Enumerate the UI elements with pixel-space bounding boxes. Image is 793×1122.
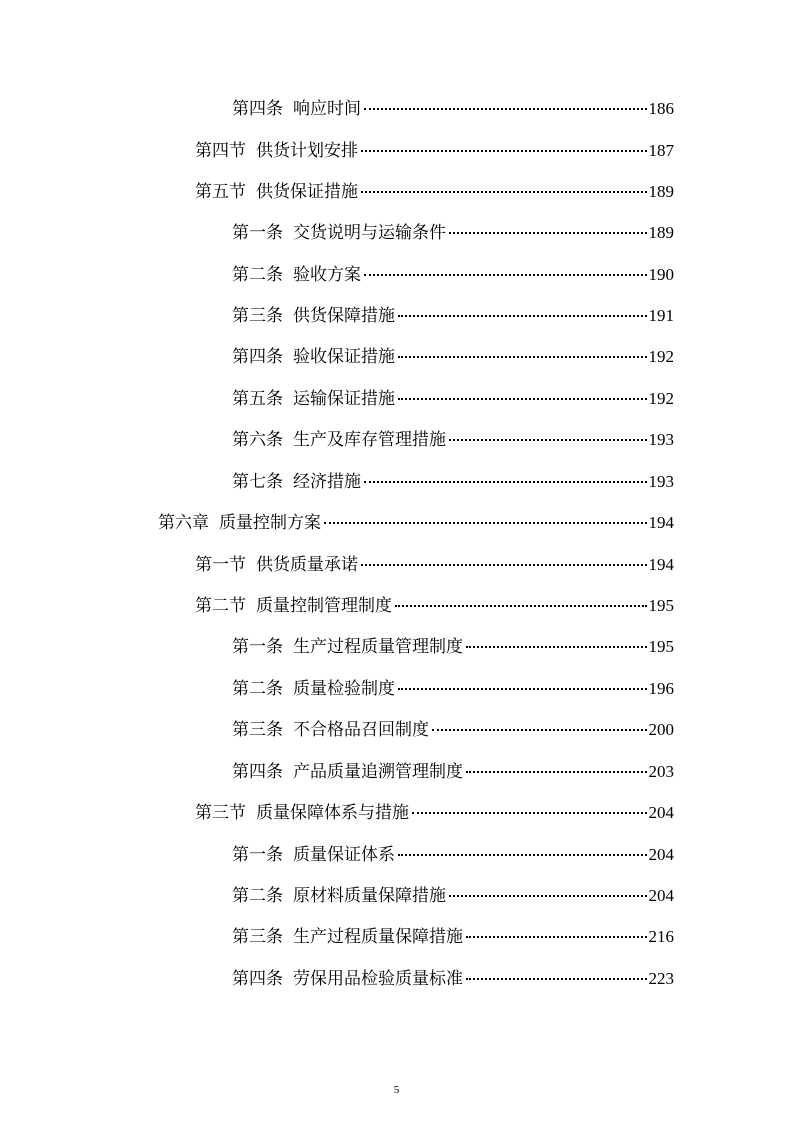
toc-entry-page: 193 — [648, 472, 674, 491]
dot-leader — [398, 854, 647, 856]
toc-entry-number: 第二条 — [232, 886, 283, 906]
toc-entry-page: 192 — [648, 389, 674, 408]
toc-entry-page: 194 — [648, 513, 674, 532]
toc-entry-title: 交货说明与运输条件 — [293, 223, 446, 243]
toc-entry-number: 第二节 — [195, 596, 246, 616]
toc-entry-number: 第一条 — [232, 637, 283, 657]
toc-entry-title: 质量控制管理制度 — [256, 596, 392, 616]
toc-entry-number: 第四条 — [232, 99, 283, 119]
toc-entry[interactable] — [195, 136, 674, 166]
toc-entry[interactable] — [158, 508, 674, 538]
toc-entry-page: 191 — [648, 306, 674, 325]
dot-leader — [466, 978, 647, 980]
toc-entry[interactable] — [232, 964, 674, 994]
toc-entry-title: 生产过程质量保障措施 — [293, 927, 463, 947]
toc-entry-page: 186 — [648, 99, 674, 118]
toc-entry-page: 193 — [648, 430, 674, 449]
toc-entry[interactable] — [232, 840, 674, 870]
toc-entry-page: 192 — [648, 347, 674, 366]
dot-leader — [432, 729, 647, 731]
dot-leader — [361, 191, 647, 193]
page-number: 5 — [393, 1084, 400, 1096]
toc-entry-title: 经济措施 — [293, 472, 361, 492]
dot-leader — [364, 274, 647, 276]
toc-entry-page: 190 — [648, 265, 674, 284]
toc-entry-number: 第六章 — [158, 513, 209, 533]
toc-entry[interactable] — [232, 715, 674, 745]
dot-leader — [449, 439, 647, 441]
toc-entry[interactable] — [232, 881, 674, 911]
toc-entry-title: 原材料质量保障措施 — [293, 886, 446, 906]
toc-entry-number: 第四节 — [195, 141, 246, 161]
toc-entry-number: 第六条 — [232, 430, 283, 450]
toc-entry[interactable] — [232, 218, 674, 248]
toc-entry-page: 187 — [648, 141, 674, 160]
toc-entry-number: 第一条 — [232, 845, 283, 865]
toc-entry-number: 第二条 — [232, 265, 283, 285]
dot-leader — [449, 895, 647, 897]
toc-entry[interactable] — [232, 467, 674, 497]
dot-leader — [361, 150, 647, 152]
toc-entry-number: 第五条 — [232, 389, 283, 409]
dot-leader — [398, 356, 647, 358]
dot-leader — [466, 771, 647, 773]
toc-entry[interactable] — [232, 922, 674, 952]
toc-entry-title: 运输保证措施 — [293, 389, 395, 409]
toc-entry-number: 第七条 — [232, 472, 283, 492]
toc-entry[interactable] — [232, 632, 674, 662]
toc-entry-page: 216 — [648, 927, 674, 946]
toc-entry-page: 194 — [648, 555, 674, 574]
toc-entry-title: 质量控制方案 — [219, 513, 321, 533]
toc-entry-title: 劳保用品检验质量标准 — [293, 969, 463, 989]
toc-entry-number: 第一条 — [232, 223, 283, 243]
toc-entry-number: 第二条 — [232, 679, 283, 699]
toc-entry[interactable] — [232, 425, 674, 455]
toc-entry[interactable] — [232, 301, 674, 331]
dot-leader — [398, 315, 647, 317]
toc-entry[interactable] — [195, 550, 674, 580]
toc-entry-page: 196 — [648, 679, 674, 698]
dot-leader — [395, 605, 647, 607]
toc-entry-title: 质量检验制度 — [293, 679, 395, 699]
toc-entry-number: 第五节 — [195, 182, 246, 202]
toc-entry-title: 供货保障措施 — [293, 306, 395, 326]
toc-entry-page: 204 — [648, 886, 674, 905]
toc-entry-title: 质量保证体系 — [293, 845, 395, 865]
dot-leader — [466, 646, 647, 648]
toc-entry-number: 第三条 — [232, 720, 283, 740]
toc-entry-page: 189 — [648, 182, 674, 201]
toc-entry-page: 204 — [648, 803, 674, 822]
dot-leader — [364, 481, 647, 483]
toc-entry-page: 195 — [648, 637, 674, 656]
toc-entry-title: 供货质量承诺 — [256, 555, 358, 575]
toc-entry-page: 195 — [648, 596, 674, 615]
toc-entry-title: 生产过程质量管理制度 — [293, 637, 463, 657]
toc-entry-page: 189 — [648, 223, 674, 242]
toc-entry-title: 供货保证措施 — [256, 182, 358, 202]
toc-entry[interactable] — [232, 94, 674, 124]
dot-leader — [398, 398, 647, 400]
dot-leader — [466, 936, 647, 938]
toc-entry-page: 223 — [648, 969, 674, 988]
toc-entry[interactable] — [232, 384, 674, 414]
toc-entry-page: 200 — [648, 720, 674, 739]
toc-entry-number: 第四条 — [232, 969, 283, 989]
dot-leader — [361, 564, 647, 566]
toc-entry[interactable] — [232, 674, 674, 704]
dot-leader — [398, 688, 647, 690]
toc-entry-title: 不合格品召回制度 — [293, 720, 429, 740]
toc-entry-page: 203 — [648, 762, 674, 781]
toc-entry-number: 第四条 — [232, 347, 283, 367]
toc-entry-number: 第一节 — [195, 555, 246, 575]
toc-entry[interactable] — [232, 260, 674, 290]
toc-entry-title: 供货计划安排 — [256, 141, 358, 161]
dot-leader — [324, 522, 647, 524]
dot-leader — [412, 812, 647, 814]
toc-entry-title: 质量保障体系与措施 — [256, 803, 409, 823]
toc-entry-number: 第四条 — [232, 762, 283, 782]
toc-entry-page: 204 — [648, 845, 674, 864]
dot-leader — [449, 232, 647, 234]
toc-entry-number: 第三条 — [232, 306, 283, 326]
toc-entry-title: 产品质量追溯管理制度 — [293, 762, 463, 782]
toc-entry-title: 生产及库存管理措施 — [293, 430, 446, 450]
toc-entry-number: 第三节 — [195, 803, 246, 823]
toc-entry-title: 验收保证措施 — [293, 347, 395, 367]
toc-entry[interactable] — [195, 591, 674, 621]
toc-entry-number: 第三条 — [232, 927, 283, 947]
toc-entry[interactable] — [232, 757, 674, 787]
toc-entry[interactable] — [195, 798, 674, 828]
dot-leader — [364, 108, 647, 110]
toc-entry-title: 验收方案 — [293, 265, 361, 285]
toc-entry[interactable] — [195, 177, 674, 207]
toc-entry[interactable] — [232, 342, 674, 372]
toc-entry-title: 响应时间 — [293, 99, 361, 119]
